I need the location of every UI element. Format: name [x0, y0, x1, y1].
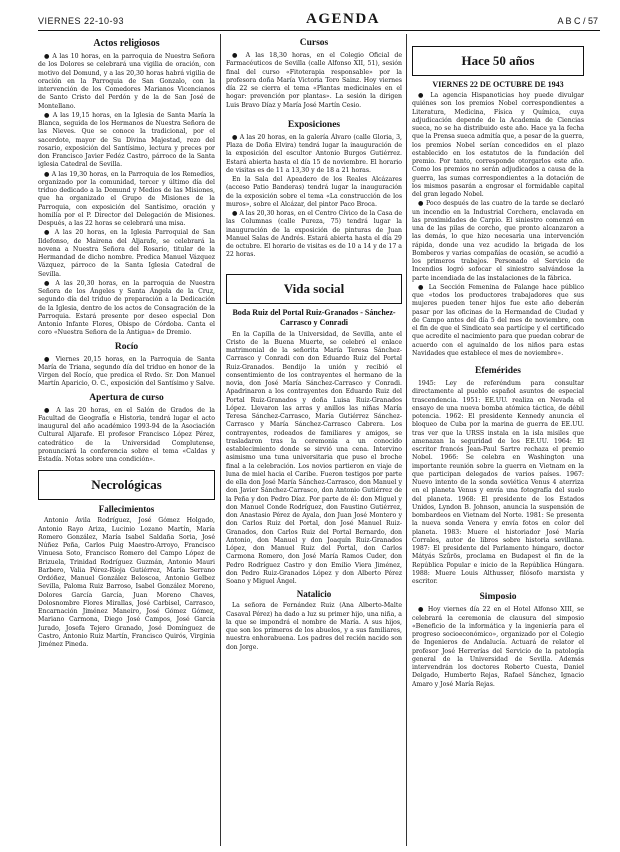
- actos-religiosos-heading: Actos religiosos: [93, 38, 160, 49]
- actos-item: ● A las 20 horas, en la Iglesia Parroquial de San Ildefonso, de Mairena del Aljarafe, se celebrará la novena a Nuestra Señora del Rosario, titular de la Hermandad de dicho nombre. Predica Manuel Vázquez Vázquez, párroco de la Santa Iglesia Catedral de Sevilla.: [38, 229, 215, 278]
- hace-item: ● La Sección Femenina de Falange hace público que «todos los productores trabajadores que sus mujeres pueden tener hijos fue este año deberán pasar por las oficinas de la Hermandad de Ciudad y de Campo antes del día 5 del mes de noviembre, con el fin de que el Sindicato sea partícipe y el certificado que acredite el nacimiento para que puedan cobrar de acuerdo con el aguinaldo de los niños para estas Navidades que establece el mes de noviembre».: [412, 283, 584, 357]
- vida-social-box: Vida social: [226, 274, 402, 304]
- actos-item: ● A las 20,30 horas, en la parroquia de Nuestra Señora de los Ángeles y Santa Ángela de la Cruz, segundo día del triduo de preparación a la Dedicación de la Iglesia, dentro de los actos de Consagración de la Parroquia. Estará presente por deseo especial Don Antonio Infante Flores, Obispo de Córdoba. Canta el coro «Nuestra Señora de la Antigua» de Dremio.: [38, 279, 215, 337]
- simposio-text: ● Hoy viernes día 22 en el Hotel Alfonso XIII, se celebrará la ceremonia de clausura del simposio «Beneficio de la informática y la ingeniería para el progreso socioeconómico», organizado por el Colegio de Ingenieros de Andalucía. Actuará de relator el profesor José Herrerías del Servicio de la patología general de la Universidad de Sevilla. Además intervendrán los doctores Roberto Cuesta, Daniel Delgado, Humberto Rejas, Rafael Sánchez, Ignacio Amaro y José María Rejas.: [412, 606, 584, 688]
- actos-item: ● A las 19,30 horas, en la Parroquia de los Remedios, organizado por la comunidad, tercer y último día del triduo dedicado a la Domund y Medios de las Misiones, que ha organizado el Grupo de Misiones de la Parroquia, con exposición del Santísimo, oración y homilía por el P. Director del Delegación de Misiones. Después, a las 22 horas se celebrará una misa.: [38, 170, 215, 227]
- header-date: VIERNES 22-10-93: [38, 16, 125, 26]
- boda-heading: Boda Ruiz del Portal Ruiz-Granados - Sánchez-Carrasco y Conradi: [232, 307, 396, 327]
- apertura-item: ● A las 20 horas, en el Salón de Grados de la Facultad de Geografía e Historia, tendrá lugar el acto inaugural del año académico 1993-94 de la Asociación Cultural Aljarafe. El profesor Francisco López Pérez, catedrático de la Universidad Complutense, pronunciará la conferencia sobre el tema «Caldas y Estadía. Notas sobre una condición».: [38, 406, 215, 463]
- natalicio-heading: Natalicio: [296, 589, 332, 600]
- efemerides-heading: Efemérides: [475, 366, 521, 376]
- hace-item: ● Poco después de las cuatro de la tarde se declaró un incendio en la Industrial Corchera, enclavada en las proximidades de Carpio. El siniestro comenzó en una de las pilas de corcho, que pronto alcanzaron a las demás, lo que hizo necesaria una intervención rápida, donde una vez acudido la brigada de los Bomberos y varias compañías de ocasión, se acudió a los primeros trabajos. Personado el Servicio de Incendios logró sofocar el siniestro salvándose la parte incendiada de las instalaciones de la fábrica.: [412, 200, 584, 282]
- efemerides-text: 1945: Ley de referéndum para consultar directamente al pueblo español asuntos de especial trascendencia. 1951: EE.UU. realiza en Nevada el ensayo de una nueva bomba atómica táctica, de débil potencia. 1962: El presidente Kennedy anuncia el bloqueo de Cuba por la marina de guerra de EE.UU. tras ver que la URSS instala en la isla misiles que amenazan la seguridad de los EE.UU. 1964: El escritor francés Jean-Paul Sartre rechaza el premio Nobel. 1966: Se celebra en Washington una importante reunión sobre la guerra en Vietnam en la que participan delegados de varios países. 1967: Nuevo intento de la sonda soviética Venus 4 aterriza en el planeta Venus y envía una fotografía del suelo del planeta. 1968: El presidente de los Estados Unidos, Lyndon B. Johnson, anuncia la suspensión de bombardeos en Vietnam del Norte. 1981: Se presenta la nueva sonda Venera y envía fotos en color del planeta. 1983: Muere el historiador José María Corrales, autor de libros sobre historia sevillana. 1987: El presidente del Parlamento húngaro, doctor Mátyás Szűrös, proclama en Budapest el fin de la República Popular e inicio de la República Húngara. 1988: Muere Louis Althusser, filósofo marxista y escritor.: [412, 380, 584, 585]
- column-divider: [406, 34, 407, 846]
- hace-item: ● La agencia Hispanoticias hoy puede divulgar quiénes son los premios Nobel correspondientes a Literatura, Medicina, Física y Química, cuya adjudicación depende de la Academia de Ciencias sueca, no se ha distribuido este año. Hace ya la fecha que la Prensa sueca admitía que, a pesar de la guerra, los premios Nobel serían concedidos en el plazo establecido en los estatutos de la fundación del premio. Por tanto, corresponde otorgarlos este año. Como los premios no serán adjudicados a causa de la guerra, las sumas correspondientes a la dotación de los mismos pasarán a engrosar el formidable capital del gran legado Nobel.: [412, 92, 584, 198]
- column-1: [38, 34, 215, 848]
- column-2: [226, 34, 402, 848]
- natalicio-text: La señora de Fernández Ruiz (Ana Alberto-Malte Casaval Pérez) ha dado a luz su primer hijo, una niña, a la que se impondrá el nombre de María. A sus hijos, que son los primeros de los abuelos, y a sus familiares, nuestra enhorabuena. Los padres del recién nacido son don Jorge.: [226, 602, 402, 651]
- cursos-heading: Cursos: [299, 38, 329, 48]
- rocio-heading: Rocío: [114, 341, 139, 352]
- hace-date: VIERNES 22 DE OCTUBRE DE 1943: [432, 80, 564, 89]
- section-title: AGENDA: [305, 11, 380, 27]
- exposiciones-item: ● A las 20 horas, en la galería Álvaro (calle Gloria, 3, Plaza de Doña Elvira) tendrá lugar la inauguración de la exposición del escultor Antonio Burgos Gutiérrez. Estará abierta hasta el día 15 de noviembre. El horario de visitas es de 11 a 13,30 y de 18 a 21 horas.: [226, 133, 402, 174]
- boda-text: En la Capilla de la Universidad, de Sevilla, ante el Cristo de la Buena Muerte, se celebró el enlace matrimonial de la señorita María Teresa Sánchez-Carrasco y Conradi con don Eduardo Ruiz del Portal Ruiz-Granados. Bendijo la unión y recibió el consentimiento de los contrayentes el hermano de la novia, don José María Sánchez-Carrasco y Conradi. Apadrinaron a los contrayentes don Eduardo Ruiz del Portal Ruiz-Granados y doña Luisa Ruiz-Granados López. Llevaron las arras y anillos las niñas María Teresa Sánchez-Carrasco, María Gutiérrez Sánchez-Carrasco y María Sánchez-Carrasco Cabrera. Los contrayentes, rodeados de familiares y amigos, se trasladaron tras la ceremonia a un conocido establecimiento donde se sirvió una cena. Intervino asimismo una tuna universitaria que puso el broche final a la celebración. Los novios partieron en viaje de luna de miel hacia el Caribe. Fueron testigos por parte de ella don José María Sánchez-Carrasco, don Manuel y don Javier Sánchez-Carrasco, don Antonio Gutiérrez de la Peña y don Pedro Díaz. Por parte de él: don Miguel y don Manuel Conde Rodríguez, don Faustino Gutiérrez, don Anastasio Pérez de Ayala, don Juan José Montero y don Carlos Ruiz del Portal, don José Manuel Ruiz-Granados, don Carlos Ruiz del Portal Bernardo, don Antonio, don Manuel y don Joaquín Ruiz-Granados López, don Manuel Ruiz del Portal, don Carlos Carmona Romero, don José María Ramos Cuder, don Pedro Rodríguez Castro y don Emilio Viera Jiménez, don Pedro Ruiz-Granados López y don Alberto Pérez Soano y Miguel Ángel.: [226, 330, 402, 585]
- exposiciones-heading: Exposiciones: [287, 119, 341, 130]
- rocio-item: ● Viernes 20,15 horas, en la Parroquia de Santa María de Triana, segundo día del triduo en honor de la Virgen del Rocío, que predica el Rvdo. Sr. Don Manuel Martín Aparicio, O. C., exposición del Santísimo y Salve.: [38, 355, 215, 388]
- column-3: [412, 34, 584, 848]
- page-header: [38, 8, 600, 31]
- necrologicas-box: Necrológicas: [38, 470, 215, 500]
- apertura-curso-heading: Apertura de curso: [89, 392, 164, 403]
- actos-item: ● A las 19,15 horas, en la Iglesia de Santa María la Blanca, seguida de los Hermanos de Nuestra Señora de las Nieves. Que se conoce la tradicional, por el sacerdote, mayor de Su Divina Majestad, rezo del rosario, exposición del Santísimo, lectura y preces por don Francisco Javier Fedéz Castro, párroco de la Santa iglesia Catedral de Sevilla.: [38, 111, 215, 169]
- hace-50-anos-box: Hace 50 años: [412, 46, 584, 76]
- actos-item: ● A las 10 horas, en la parroquia de Nuestra Señora de los Dolores se celebrará una vigilia de oración, con motivo del Domund, y a las 20,30 horas habrá vigilia de oración en la Parroquia de San Gonzalo, con la intervención de los Comedores Marianos Vicencianos de Santo Cristo del Perdón y de la de San José de Montellano.: [38, 53, 215, 110]
- exposiciones-item: ● A las 20,30 horas, en el Centro Cívico de la Casa de las Columnas (calle Pureza, 75) tendrá lugar la inauguración de la exposición de pinturas de Juan Manuel Salas de Andrés. Estará abierta hasta el día 29 de octubre. El horario de visitas es de 10 a 14 y de 17 a 22 horas.: [226, 210, 402, 259]
- page-number: A B C / 57: [557, 16, 598, 26]
- column-divider: [220, 34, 221, 846]
- exposiciones-item: En la Sala del Apeadero de los Reales Alcázares (acceso Patio Banderas) tendrá lugar la inauguración de la exposición sobre el tema «La construcción de los muros», sobre el Alcázar, del pintor Paco Broca.: [226, 176, 402, 208]
- cursos-item: ● A las 18,30 horas, en el Colegio Oficial de Farmacéuticos de Sevilla (calle Alfonso XII, 51), sesión final del curso «Fitoterapia responsable» por la profesora doña María Victoria Toro Sainz. Hoy viernes día 22 se cierra el tema «Plantas medicinales en el hogar: prevención por plantas». La sesión la dirigen Luis Bravo Díaz y María José Martín Cesio.: [226, 52, 402, 109]
- fallecimientos-text: Antonio Ávila Rodríguez, José Gómez Holgado, Antonio Rayo Ariza, Lucinio Lozano Martín, María Romero González, María Isabel Saldaña Soria, José Núñez Peña, Carlos Puig Maestro-Arroyo, Francisco Vinuesa Soto, Francisco Romero del Campo López de Brizuela, Trinidad Rodríguez Guzmán, Antonio Mauri Barbero, Valia Pérez-Rioja Gutiérrez, María Serrano Ordóñez, Manuel González Beloscoa, Antonio Gelbez Sevilla, Paloma Ruiz Barroso, Isabel González Moreno, Dolores García García, Juan Moreno Chaves, Dolosnombre Flores Mirallas, José Carbisel, Carrasco, Encarnación Jiménez Maneiro, José Gómez Gómez, Mariano Carmona, Diego José Campos, José García Jurado, Josefa Tejero Granado, José Domínguez de Castro, Antonio Ruiz Martín, Francisco Quirós, Virginia Jiménez Pineda.: [38, 517, 215, 648]
- fallecimientos-heading: Fallecimientos: [98, 504, 155, 515]
- simposio-heading: Simposio: [479, 592, 517, 603]
